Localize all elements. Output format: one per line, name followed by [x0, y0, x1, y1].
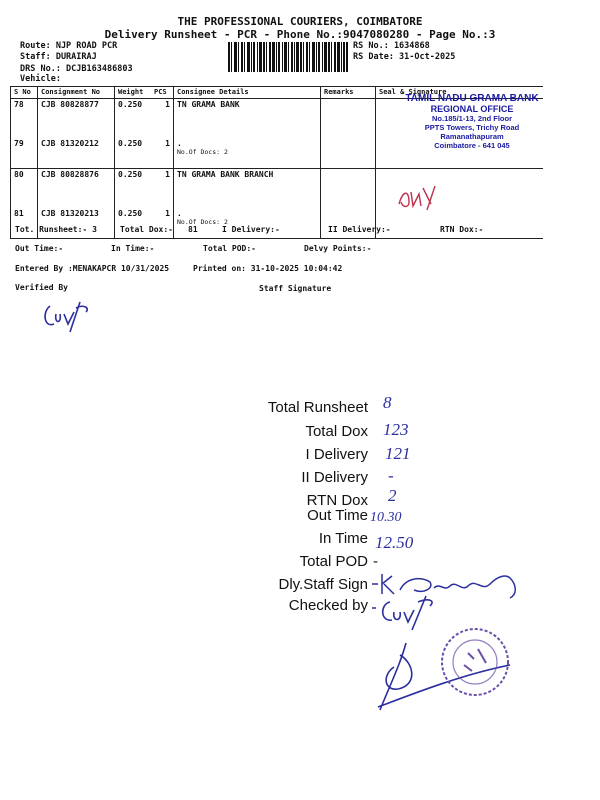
stamp-line: TAMIL NADU GRAMA BANK [405, 93, 539, 104]
ii-delivery: II Delivery:- [328, 225, 391, 234]
row-sno: 80 [11, 169, 38, 200]
hw-value-rtn-dox: 2 [388, 486, 397, 505]
row-sno: 78 [11, 99, 38, 130]
hw-value-in-time: 12.50 [375, 533, 414, 552]
hw-label-rtn-dox: RTN Dox [306, 492, 368, 509]
hw-value-total-dox: 123 [383, 420, 409, 439]
hw-label-staff-sign: Dly.Staff Sign [278, 576, 368, 593]
row-pcs: 1 [151, 199, 174, 239]
row-doc-count: No.Of Docs: 2 [177, 218, 228, 226]
row-pcs: 1 [165, 139, 170, 148]
row-sno: 81 [11, 199, 38, 239]
row-consignee: TN GRAMA BANK [174, 99, 321, 130]
row-remarks [321, 129, 376, 169]
row-consignment: CJB 81320212 [38, 129, 115, 169]
total-runsheet: Tot. Runsheet:- 3 [15, 225, 97, 234]
row-consignment: CJB 80828876 [38, 169, 115, 200]
col-sno: S No [11, 87, 38, 99]
hw-label-checked-by: Checked by [288, 597, 368, 614]
hw-value-out-time: 10.30 [370, 510, 402, 525]
col-seal-signature: Seal & Signature [376, 87, 544, 99]
hw-label-ii-delivery: II Delivery [301, 469, 368, 486]
row-weight: 0.250 [115, 99, 152, 130]
row-pcs: 1 [151, 169, 174, 200]
col-remarks: Remarks [321, 87, 376, 99]
row-consignee: TN GRAMA BANK BRANCH [174, 169, 321, 200]
row-sno: 79 [11, 129, 38, 169]
printed-on: Printed on: 31-10-2025 10:04:42 [193, 264, 343, 273]
row-consignee: . [177, 209, 182, 218]
staff-signature: Staff Signature [259, 284, 332, 293]
vehicle-info: Vehicle: [20, 74, 61, 84]
company-title: THE PROFESSIONAL COURIERS, COIMBATORE [177, 15, 423, 28]
row-pcs: 1 [165, 100, 170, 109]
hw-label-in-time: In Time [318, 530, 368, 547]
stamp-line: Ramanathapuram [440, 132, 504, 141]
bank-stamp [392, 93, 552, 150]
hw-dash-total-pod: - [373, 553, 378, 570]
col-weight: Weight [115, 87, 152, 99]
round-stamp [438, 625, 513, 700]
entered-by: Entered By :MENAKAPCR 10/31/2025 [15, 264, 170, 273]
stamp-line: PPTS Towers, Trichy Road [424, 123, 520, 132]
hw-label-i-delivery: I Delivery [305, 446, 368, 463]
in-time: In Time:- [111, 244, 155, 253]
col-consignment: Consignment No [38, 87, 115, 99]
rtn-dox: RTN Dox:- [440, 225, 484, 234]
runsheet-subtitle: Delivery Runsheet - PCR - Phone No.:9047080280 - Page No.:3 [104, 28, 496, 41]
row-weight: 0.250 [115, 169, 152, 200]
table-row [11, 169, 544, 200]
hw-label-total-dox: Total Dox [305, 423, 368, 440]
row-consignment: CJB 80828877 [38, 99, 115, 130]
total-dox-label: Total Dox:- [120, 225, 173, 234]
stamp-line: No.185/1-13, 2nd Floor [431, 114, 513, 123]
row-consignee-cell [174, 129, 321, 169]
row-consignee: . [177, 139, 182, 148]
row-remarks [321, 99, 376, 130]
hw-label-out-time: Out Time [307, 507, 368, 524]
row-consignment: CJB 81320213 [38, 199, 115, 239]
row-weight: 0.250 [115, 199, 152, 239]
hw-value-i-delivery: 121 [385, 444, 411, 463]
hw-label-total-pod: Total POD [299, 553, 368, 570]
out-time: Out Time:- [15, 244, 64, 253]
rs-number: RS No.: 1634868 [353, 41, 430, 51]
hw-label-total-runsheet: Total Runsheet [267, 399, 368, 416]
stamp-line: Coimbatore - 641 045 [434, 141, 510, 150]
red-initial-signature [395, 180, 445, 215]
i-delivery: I Delivery:- [222, 225, 280, 234]
verifier-signature [40, 298, 100, 333]
row-weight: 0.250 [115, 129, 152, 169]
barcode-image [228, 42, 348, 72]
verified-by: Verified By [15, 283, 68, 292]
staff-info: Staff: DURAIRAJ [20, 52, 97, 62]
stamp-line: REGIONAL OFFICE [430, 104, 514, 114]
hw-value-total-runsheet: 8 [383, 393, 392, 412]
delvy-points: Delvy Points:- [304, 244, 372, 253]
hw-value-ii-delivery: - [388, 466, 394, 485]
col-pcs: PCS [151, 87, 174, 99]
rs-date: RS Date: 31-Oct-2025 [353, 52, 456, 62]
col-consignee: Consignee Details [174, 87, 321, 99]
row-doc-count: No.Of Docs: 2 [177, 148, 228, 156]
drs-number: DRS No.: DCJB163486803 [20, 64, 133, 74]
total-pod: Total POD:- [203, 244, 256, 253]
total-dox-value: 81 [188, 225, 198, 234]
route-info: Route: NJP ROAD PCR [20, 41, 118, 51]
row-remarks [321, 169, 376, 200]
